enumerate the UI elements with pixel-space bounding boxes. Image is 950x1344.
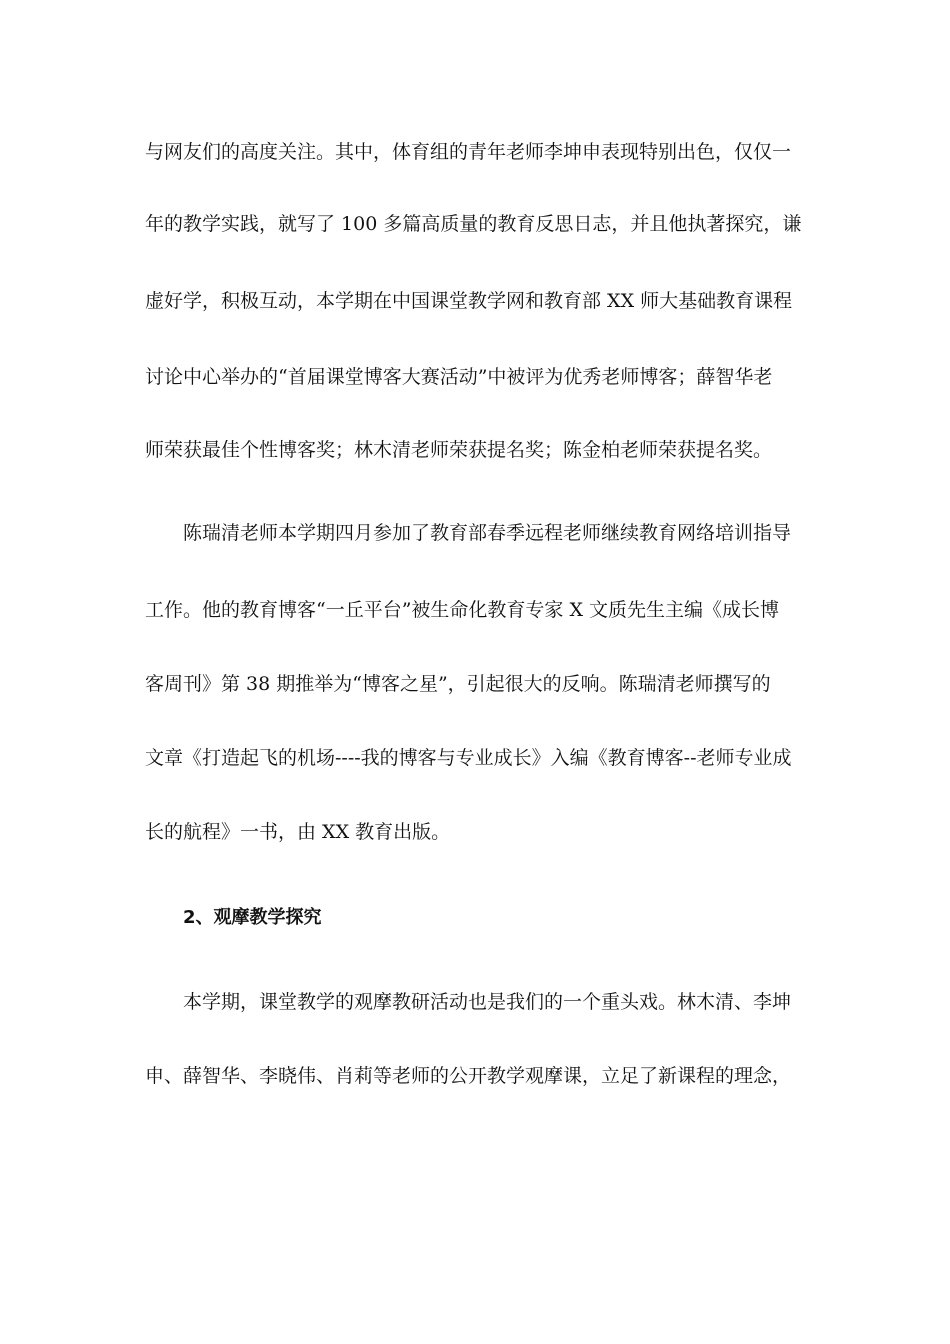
section-heading-2: 2、观摩教学探究 <box>183 907 322 928</box>
paragraph-2-line-5: 长的航程》一书，由 XX 教育出版。 <box>145 821 451 843</box>
paragraph-1-line-1: 与网友们的高度关注。其中，体育组的青年老师李坤申表现特别出色，仅仅一 <box>145 141 792 163</box>
paragraph-2-line-3: 客周刊》第 38 期推举为“博客之星”，引起很大的反响。陈瑞清老师撰写的 <box>145 673 771 695</box>
paragraph-2-line-2: 工作。他的教育博客“一丘平台”被生命化教育专家 X 文质先生主编《成长博 <box>145 599 780 621</box>
paragraph-1-line-5: 师荣获最佳个性博客奖；林木清老师荣获提名奖；陈金柏老师荣获提名奖。 <box>145 439 773 461</box>
paragraph-1-line-2: 年的教学实践，就写了 100 多篇高质量的教育反思日志，并且他执著探究，谦 <box>145 213 802 235</box>
paragraph-2-line-4: 文章《打造起飞的机场----我的博客与专业成长》入编《教育博客--老师专业成 <box>145 747 792 769</box>
paragraph-2-line-1: 陈瑞清老师本学期四月参加了教育部春季远程老师继续教育网络培训指导 <box>183 522 792 544</box>
paragraph-1-line-3: 虚好学，积极互动，本学期在中国课堂教学网和教育部 XX 师大基础教育课程 <box>145 290 793 312</box>
paragraph-3-line-1: 本学期，课堂教学的观摩教研活动也是我们的一个重头戏。林木清、李坤 <box>183 991 792 1013</box>
paragraph-1-line-4: 讨论中心举办的“首届课堂博客大赛活动”中被评为优秀老师博客；薛智华老 <box>145 366 773 388</box>
paragraph-3-line-2: 申、薛智华、李晓伟、肖莉等老师的公开教学观摩课，立足了新课程的理念， <box>145 1065 792 1087</box>
